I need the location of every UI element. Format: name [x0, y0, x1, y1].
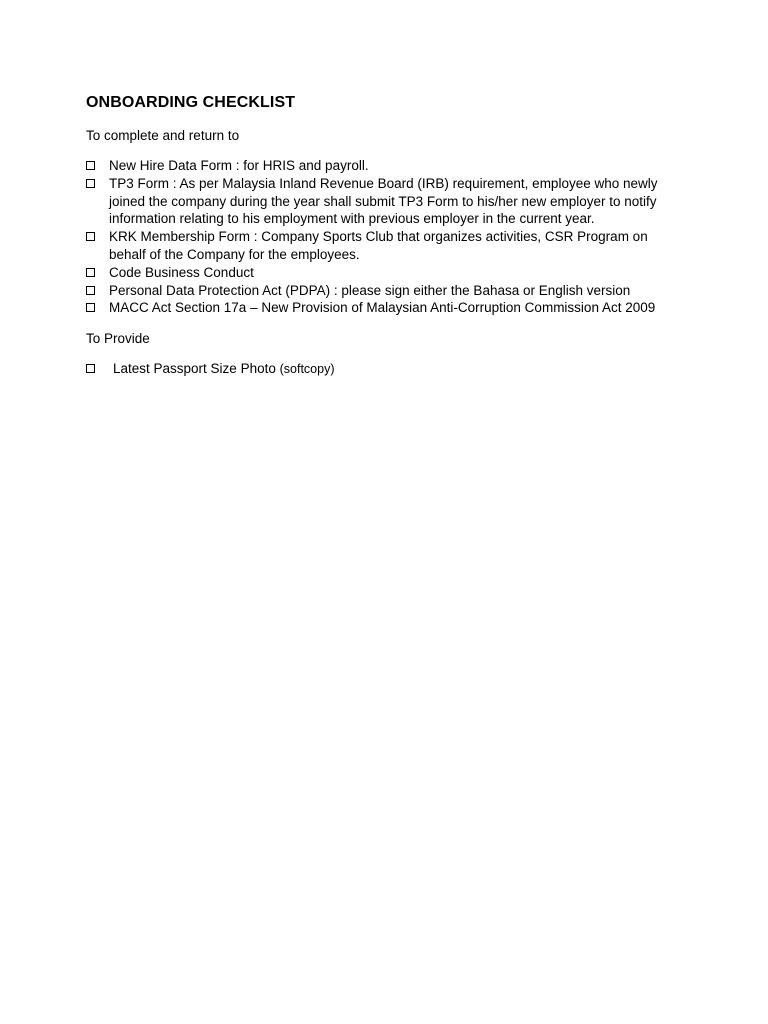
checklist-item	[86, 282, 686, 300]
checklist-item-text: Personal Data Protection Act (PDPA) : please sign either the Bahasa or English version	[109, 282, 631, 298]
checklist-item-text: KRK Membership Form : Company Sports Club that organizes activities, CSR Program on behalf of the Company for the employees.	[109, 229, 648, 262]
checkbox-icon[interactable]	[86, 364, 95, 373]
checkbox-icon[interactable]	[86, 161, 95, 170]
checklist-item-text: Code Business Conduct	[109, 264, 254, 280]
provide-checklist	[86, 360, 686, 378]
provide-item-note: (softcopy)	[279, 362, 335, 377]
checklist-item	[86, 264, 686, 282]
checklist-item-text: MACC Act Section 17a – New Provision of Malaysian Anti-Corruption Commission Act 2009	[109, 300, 656, 316]
intro-text: To complete and return to	[86, 128, 240, 143]
checklist-item	[86, 228, 686, 264]
checklist-item-text: TP3 Form : As per Malaysia Inland Revenue Board (IRB) requirement, employee who newly joined the company during the year shall submit TP3 Form to his/her new employer to notify information relating to his employment with previous employer in the current year.	[109, 175, 658, 227]
checklist-item	[86, 157, 686, 175]
provide-heading: To Provide	[86, 331, 150, 347]
checkbox-icon[interactable]	[86, 232, 95, 241]
document-title: ONBOARDING CHECKLIST	[86, 94, 296, 111]
checkbox-icon[interactable]	[86, 268, 95, 277]
provide-item	[86, 360, 686, 378]
checkbox-icon[interactable]	[86, 303, 95, 312]
checkbox-icon[interactable]	[86, 286, 95, 295]
checkbox-icon[interactable]	[86, 179, 95, 188]
checklist-item-text: New Hire Data Form : for HRIS and payroll.	[109, 158, 369, 173]
checklist-item	[86, 175, 686, 228]
provide-item-text: Latest Passport Size Photo	[113, 361, 276, 377]
document-page	[86, 93, 686, 378]
return-checklist	[86, 157, 686, 317]
checklist-item	[86, 299, 686, 317]
